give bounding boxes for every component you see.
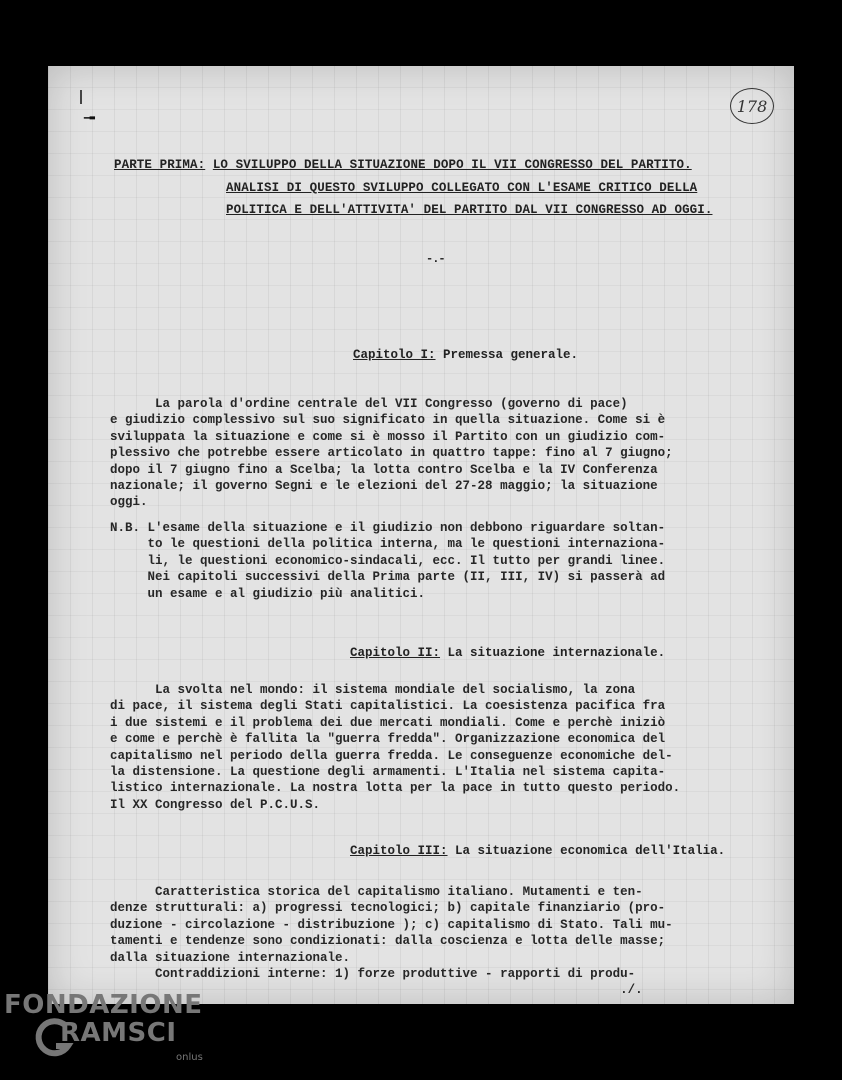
part-title-line-1: LO SVILUPPO DELLA SITUAZIONE DOPO IL VII CONGRESSO DEL PARTITO.	[212, 158, 692, 172]
chapter-2-title: La situazione internazionale.	[447, 646, 666, 660]
chapter-3-heading	[350, 844, 725, 858]
chapter-2-label: Capitolo II:	[350, 646, 441, 660]
watermark-line-3: onlus	[176, 1052, 203, 1063]
pencil-tick	[80, 90, 82, 104]
part-title-line-3: POLITICA E DELL'ATTIVITA' DEL PARTITO DAL VII CONGRESSO AD OGGI.	[226, 203, 713, 217]
part-title	[114, 154, 784, 222]
chapter-1-note: N.B. L'esame della situazione e il giudizio non debbono riguardare soltan- to le questioni della politica interna, ma le questioni internaziona- li, le questioni economico-sindacali, ecc. Il tutto per grandi linee. Nei capitoli successivi della Prima parte (II, III, IV) si passerà ad un esame e al giudizio più analitici.	[110, 521, 666, 601]
corner-mark: ╼	[84, 110, 95, 130]
chapter-3-title: La situazione economica dell'Italia.	[455, 844, 726, 858]
part-label: PARTE PRIMA:	[114, 158, 206, 172]
document-page	[48, 66, 794, 1004]
page-number-stamp: 178	[730, 88, 774, 124]
watermark-line-2: RAMSCI	[60, 1018, 177, 1048]
chapter-1-heading	[353, 348, 578, 362]
part-title-line-2: ANALISI DI QUESTO SVILUPPO COLLEGATO CON L'ESAME CRITICO DELLA	[226, 180, 698, 195]
chapter-1-title: Premessa generale.	[443, 348, 579, 362]
chapter-1-body: La parola d'ordine centrale del VII Congresso (governo di pace) e giudizio complessivo sul suo significato in quella situazione. Come si è sviluppata la situazione e come si è mosso il Partito con un giudizio com- plessivo che potrebbe essere articolato in quattro tappe: fino al 7 giugno; dopo il 7 giugno fino a Scelba; la lotta contro Scelba e la IV Conferenza nazionale; il governo Segni e le elezioni del 27-28 maggio; la situazione oggi.	[110, 397, 673, 510]
fondazione-gramsci-watermark	[4, 988, 204, 1078]
chapter-3-label: Capitolo III:	[350, 844, 448, 858]
separator: -.-	[426, 252, 445, 266]
chapter-2-heading	[350, 646, 665, 660]
chapter-1-label: Capitolo I:	[353, 348, 436, 362]
chapter-3-body: Caratteristica storica del capitalismo italiano. Mutamenti e ten- denze strutturali: a) progressi tecnologici; b) capitale finanziario (pro- duzione - circolazione - distribuzione ); c) capitalismo di Stato. Tali mu- tamenti e tendenze sono condizionati: dalla coscienza e lotta delle masse; dalla situazione internazionale. Contraddizioni interne: 1) forze produttive - rapporti di produ- ./.	[110, 885, 673, 998]
watermark-line-1: FONDAZIONE	[4, 990, 203, 1020]
chapter-2-body: La svolta nel mondo: il sistema mondiale del socialismo, la zona di pace, il sistema degli Stati capitalistici. La coesistenza pacifica fra i due sistemi e il problema dei due mercati mondiali. Come e perchè iniziò e come e perchè è fallita la "guerra fredda". Organizzazione economica del capitalismo nel periodo della guerra fredda. Le conseguenze economiche del- la distensione. La questione degli armamenti. L'Italia nel sistema capita- listico internazionale. La nostra lotta per la pace in tutto questo periodo. Il XX Congresso del P.C.U.S.	[110, 683, 681, 812]
